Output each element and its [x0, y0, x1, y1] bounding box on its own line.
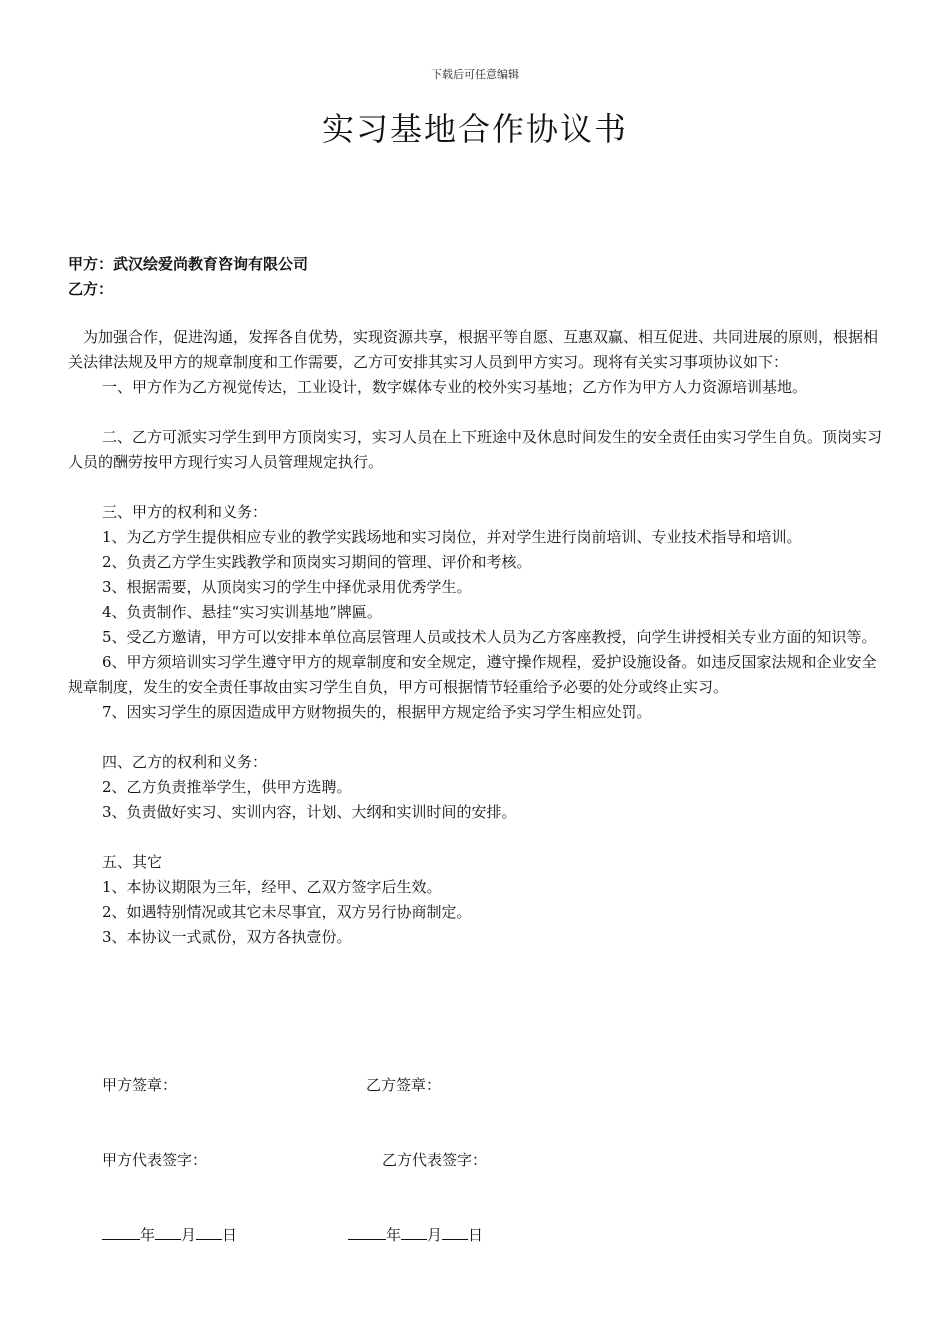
section-4-item: 3、负责做好实习、实训内容，计划、大纲和实训时间的安排。: [102, 803, 517, 821]
section-3-heading: 三、甲方的权利和义务：: [102, 503, 268, 521]
clause-1: 一、甲方作为乙方视觉传达，工业设计，数字媒体专业的校外实习基地；乙方作为甲方人力资源培训基地。: [102, 378, 808, 396]
party-a-rep-label: 甲方代表签字：: [102, 1151, 208, 1169]
party-b-date-line: [348, 1224, 483, 1245]
section-4-heading: 四、乙方的权利和义务：: [102, 753, 268, 771]
day-label: 日: [222, 1226, 238, 1244]
month-blank[interactable]: [155, 1225, 181, 1240]
month-label: 月: [181, 1226, 197, 1244]
agreement-body: [68, 325, 888, 950]
month-blank[interactable]: [401, 1225, 427, 1240]
section-3-item: 2、负责乙方学生实践教学和顶岗实习期间的管理、评价和考核。: [102, 553, 532, 571]
party-a-date-line: [102, 1224, 237, 1245]
month-label: 月: [427, 1226, 443, 1244]
party-b-seal-label: 乙方签章：: [366, 1076, 442, 1094]
document-title: 实习基地合作协议书: [321, 110, 628, 148]
header-note: 下载后可任意编辑: [431, 68, 519, 81]
party-a-seal-label: 甲方签章：: [102, 1076, 178, 1094]
year-blank[interactable]: [348, 1225, 386, 1240]
section-4-item: 2、乙方负责推举学生，供甲方选聘。: [102, 778, 352, 796]
section-3-item: 3、根据需要，从顶岗实习的学生中择优录用优秀学生。: [102, 578, 472, 596]
section-3-item: 7、因实习学生的原因造成甲方财物损失的，根据甲方规定给予实习学生相应处罚。: [102, 703, 652, 721]
year-label: 年: [140, 1226, 156, 1244]
section-5-item: 1、本协议期限为三年，经甲、乙双方签字后生效。: [102, 878, 442, 896]
clause-2: 二、乙方可派实习学生到甲方顶岗实习，实习人员在上下班途中及休息时间发生的安全责任由实习学生自负。顶岗实习人员的酬劳按甲方现行实习人员管理规定执行。: [68, 428, 883, 471]
section-5-item: 2、如遇特别情况或其它未尽事宜，双方另行协商制定。: [102, 903, 472, 921]
section-5-heading: 五、其它: [102, 853, 163, 871]
year-label: 年: [386, 1226, 402, 1244]
year-blank[interactable]: [102, 1225, 140, 1240]
section-3-item: 6、甲方须培训实习学生遵守甲方的规章制度和安全规定，遵守操作规程，爱护设施设备。如违反国家法规和企业安全规章制度，发生的安全责任事故由实习学生自负，甲方可根据情节轻重给予必要的处分或终止实习。: [68, 653, 877, 696]
section-3-item: 5、受乙方邀请，甲方可以安排本单位高层管理人员或技术人员为乙方客座教授，向学生讲授相关专业方面的知识等。: [102, 628, 877, 646]
section-3-item: 4、负责制作、悬挂“实习实训基地”牌匾。: [102, 603, 382, 621]
party-b-line: 乙方：: [68, 280, 114, 298]
day-blank[interactable]: [442, 1225, 468, 1240]
section-5-item: 3、本协议一式贰份，双方各执壹份。: [102, 928, 352, 946]
intro-paragraph: 为加强合作，促进沟通，发挥各自优势，实现资源共享，根据平等自愿、互惠双赢、相互促进、共同进展的原则，根据相关法律法规及甲方的规章制度和工作需要，乙方可安排其实习人员到甲方实习。现将有关实习事项协议如下：: [68, 328, 879, 371]
party-b-rep-label: 乙方代表签字：: [382, 1151, 488, 1169]
section-3-item: 1、为乙方学生提供相应专业的教学实践场地和实习岗位，并对学生进行岗前培训、专业技术指导和培训。: [102, 528, 802, 546]
day-blank[interactable]: [196, 1225, 222, 1240]
party-a-line: 甲方：武汉绘爱尚教育咨询有限公司: [68, 255, 309, 273]
day-label: 日: [468, 1226, 484, 1244]
